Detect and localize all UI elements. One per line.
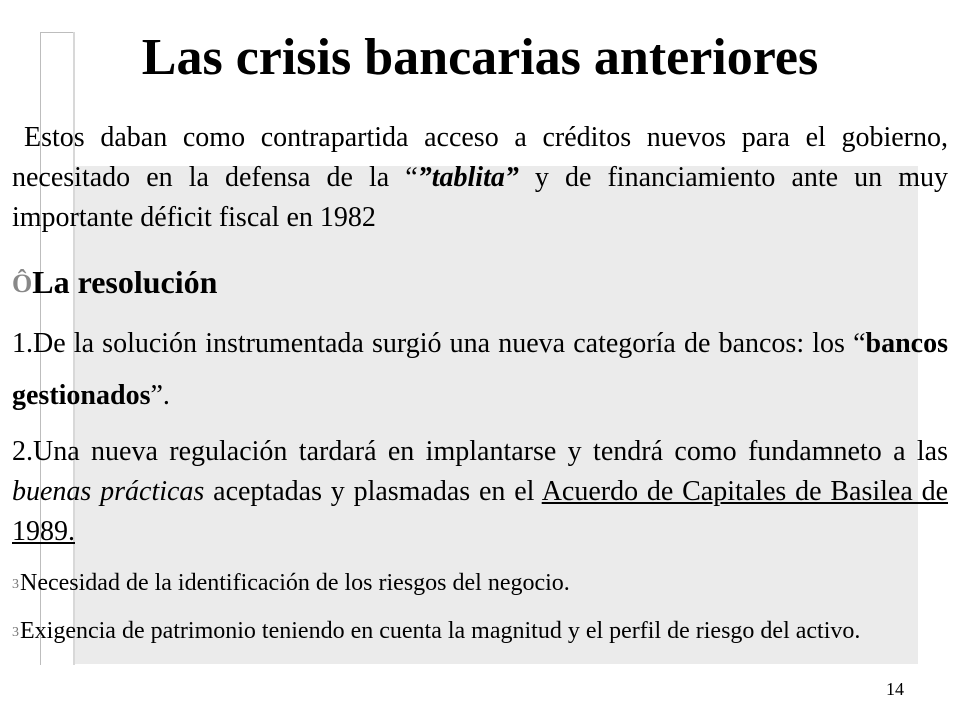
subitem-2-text: Exigencia de patrimonio teniendo en cuenta la magnitud y el perfil de riesgo del activo. <box>20 618 861 644</box>
subitem-2 <box>12 614 948 650</box>
tablita-term: ”tablita” <box>417 162 519 193</box>
subitem-1 <box>12 566 948 602</box>
bancos-gestionados-term: bancos gestionados <box>12 328 948 411</box>
subitem-bullet-icon: 3 <box>12 577 19 592</box>
buenas-practicas-term: buenas prácticas <box>12 476 205 507</box>
item-2-text-before: 2.Una nueva regulación tardará en implantarse y tendrá como fundamneto a las <box>12 436 948 467</box>
item-1-text-after: ”. <box>150 380 170 411</box>
item-2-text-middle: aceptadas y plasmadas en el <box>204 476 542 507</box>
intro-paragraph <box>12 118 948 238</box>
intro-text-before: Estos daban como contrapartida acceso a créditos nuevos para el gobierno, necesitado en la defensa de la “ <box>12 122 948 193</box>
item-1-text-before: 1.De la solución instrumentada surgió una nueva categoría de bancos: los “ <box>12 328 866 359</box>
item-2 <box>12 432 948 552</box>
subitem-bullet-icon: 3 <box>12 625 19 640</box>
slide-title: Las crisis bancarias anteriores <box>141 29 819 86</box>
section-heading-text: La resolución <box>32 264 218 300</box>
page-number: 14 <box>886 679 904 699</box>
basilea-link-text: Acuerdo de Capitales de Basilea de 1989. <box>12 476 949 547</box>
intro-text-after: y de financiamiento ante un muy importante déficit fiscal en 1982 <box>12 162 948 233</box>
section-heading <box>12 260 217 306</box>
item-1 <box>12 318 948 422</box>
subitem-1-text: Necesidad de la identificación de los riesgos del negocio. <box>20 570 570 596</box>
section-bullet-icon: Ô <box>12 269 33 298</box>
